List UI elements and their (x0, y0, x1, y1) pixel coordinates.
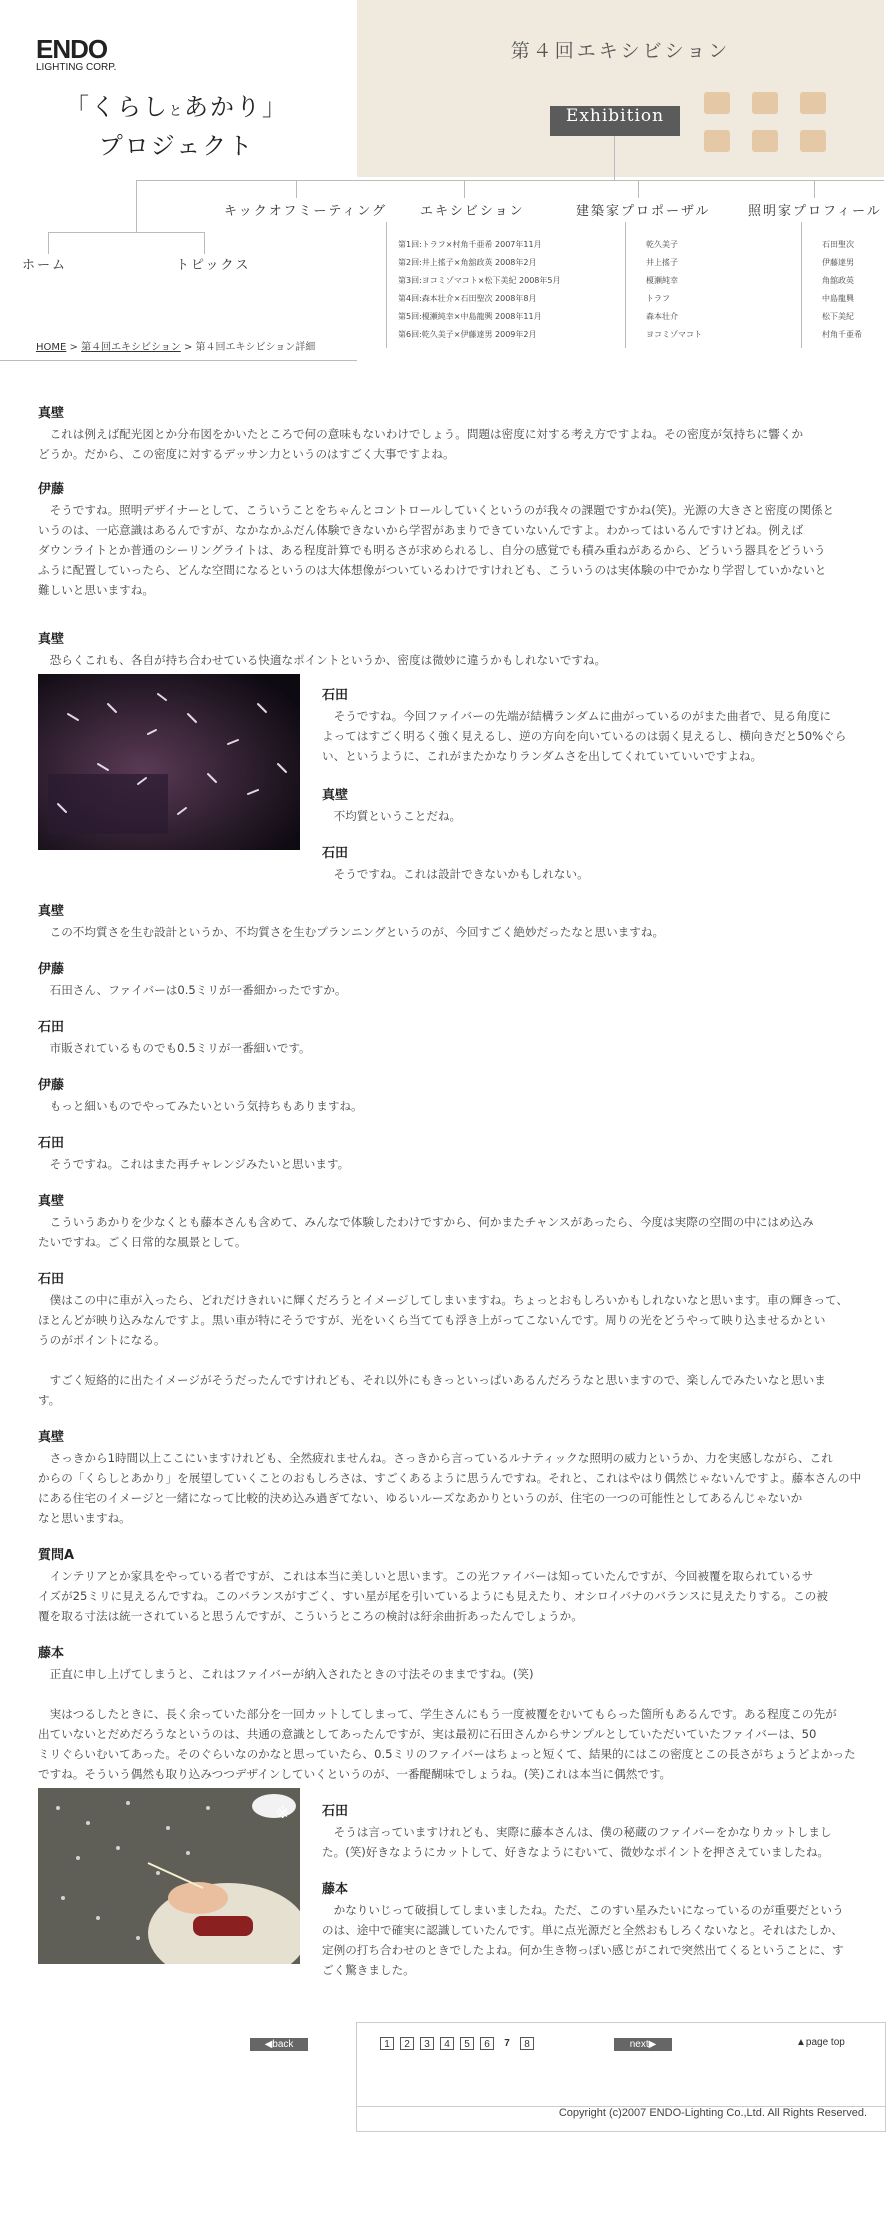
nav-tree-line (136, 232, 204, 233)
current-page-7: 7 (504, 2038, 510, 2049)
speaker-text (38, 1448, 878, 1528)
fiber-cutting-photo (38, 1788, 300, 1964)
text-line: 市販されているものでも0.5ミリが一番細いです。 (38, 1041, 311, 1055)
architect-submenu (646, 236, 702, 344)
text-line: そうですね。今回ファイバーの先端が結構ランダムに曲がっているのがまた曲者で、見る角度に (322, 709, 831, 723)
text-line (38, 1350, 878, 1370)
event-title: 第４回エキシビション (510, 40, 731, 62)
text-line: た。(笑)好きなようにカットして、好きなようにむいて、微妙なポイントを押さえていましたね。 (322, 1845, 830, 1859)
architect-link[interactable]: 井上搖子 (646, 258, 678, 267)
page-link-6[interactable]: 6 (480, 2037, 494, 2050)
breadcrumb-section-link[interactable]: 第４回エキシビション (81, 342, 181, 353)
speaker-name: 真壁 (38, 1430, 65, 1445)
speaker-text (38, 1212, 878, 1252)
dialogue-block (38, 478, 878, 600)
dialogue-block (38, 1268, 878, 1410)
text-line: たいですね。ごく日常的な風景として。 (38, 1235, 247, 1249)
page-link-5[interactable]: 5 (460, 2037, 474, 2050)
nav-tree-line (814, 180, 815, 198)
next-button[interactable]: next▶ (614, 2038, 672, 2051)
designer-link[interactable]: 村角千亜希 (822, 330, 862, 339)
speaker-name: 石田 (322, 1804, 349, 1819)
text-line: 正直に申し上げてしまうと、これはファイバーが納入されたときの寸法そのままですね。(笑) (38, 1667, 534, 1681)
project-title-part3: プロジェクト (98, 132, 255, 160)
decor-square (704, 130, 730, 152)
text-line: 恐らくこれも、各自が持ち合わせている快適なポイントというか、密度は微妙に違うかもしれないですね。 (38, 653, 607, 667)
text-line: そうですね。これはまた再チャレンジみたいと思います。 (38, 1157, 350, 1171)
dialogue-block (38, 1132, 878, 1174)
exhibition-link[interactable]: 第2回:井上搖子×角舘政英 2008年2月 (398, 258, 537, 267)
page-top-link[interactable]: ▲page top (796, 2037, 845, 2048)
text-line: こういうあかりを少なくとも藤本さんも含めて、みんなで体験したわけですから、何かまたチャンスがあったら、今度は実際の空間の中にはめ込み (38, 1215, 814, 1229)
text-line: よってはすごく明るく強く見えるし、逆の方向を向いているのは弱く見えるし、横向きだと50%ぐら (322, 729, 847, 743)
nav-exhibition[interactable]: エキシビション (420, 204, 525, 219)
speaker-text (322, 864, 882, 884)
speaker-text (38, 1154, 878, 1174)
nav-tree-line (464, 180, 465, 198)
text-line: どうか。だから、この密度に対するデッサン力というのはすごく大事ですよね。 (38, 447, 455, 461)
dialogue-block (38, 1190, 878, 1252)
page-link-8[interactable]: 8 (520, 2037, 534, 2050)
copyright: Copyright (c)2007 ENDO-Lighting Co.,Ltd. All Rights Reserved. (356, 2106, 886, 2132)
speaker-text (38, 500, 878, 600)
speaker-name: 伊藤 (38, 482, 65, 497)
text-line: 覆を取る寸法は統一されていると思うんですが、こういうところの検討は紆余曲折あったんでしょうか。 (38, 1609, 583, 1623)
speaker-name: 真壁 (322, 788, 349, 803)
nav-tree-line (638, 180, 639, 198)
project-title-part1: 「くらし (64, 93, 169, 121)
page-link-4[interactable]: 4 (440, 2037, 454, 2050)
dialogue-block (38, 1544, 878, 1626)
architect-link[interactable]: ヨコミゾマコト (646, 330, 702, 339)
designer-link[interactable]: 石田聖次 (822, 240, 854, 249)
text-line: すごく短絡的に出たイメージがそうだったんですけれども、それ以外にもきっといっぱいあるんだろうなと思いますので、楽しんでみたいなと思いま (38, 1373, 826, 1387)
decor-square (752, 92, 778, 114)
designer-submenu (822, 236, 862, 344)
dialogue-block (38, 628, 878, 670)
dialogue-block (322, 842, 882, 884)
text-line: 石田さん、ファイバーは0.5ミリが一番細かったですか。 (38, 983, 347, 997)
speaker-text (38, 980, 878, 1000)
page-link-1[interactable]: 1 (380, 2037, 394, 2050)
text-line: ごく驚きました。 (322, 1963, 415, 1977)
nav-tree-line (801, 222, 802, 348)
nav-home[interactable]: ホーム (22, 258, 68, 273)
nav-tree-line (48, 232, 49, 254)
nav-tree-line (625, 222, 626, 348)
dialogue-block (322, 784, 882, 826)
dialogue-block (38, 1642, 878, 1784)
text-line: い、というように、これがまたかなりランダムさを出してくれていていいですよね。 (322, 749, 763, 763)
text-line: ふうに配置していったら、どんな空間になるというのは大体想像がついているわけですけれども、こういうのは実体験の中でかなり学習していかないと (38, 563, 827, 577)
nav-tree-line (614, 136, 615, 180)
designer-link[interactable]: 伊藤達男 (822, 258, 854, 267)
speaker-text (38, 424, 878, 464)
text-line: からの「くらしとあかり」を展望していくことのおもしろさは、すごくあるように思うんですね。それと、これはやはり偶然じゃないんですよ。藤本さんの中 (38, 1471, 862, 1485)
decor-square (800, 92, 826, 114)
speaker-text (322, 806, 882, 826)
decor-square (800, 130, 826, 152)
text-line: 難しいと思いますね。 (38, 583, 154, 597)
speaker-text (322, 1900, 882, 1980)
text-line: ですね。そういう偶然も取り込みつつデザインしていくというのが、一番醍醐味でしょうね。(笑)これは本当に偶然です。 (38, 1767, 672, 1781)
exhibition-submenu (398, 236, 560, 344)
footer-box (356, 2022, 886, 2106)
text-line: にある住宅のイメージと一緒になって比較的決め込み過ぎてない、ゆるいルーズなあかりというのが、住宅の一つの可能性としてあるんじゃないか (38, 1491, 803, 1505)
dialogue-block (322, 1800, 882, 1862)
text-line: す。 (38, 1393, 61, 1407)
speaker-text (38, 922, 878, 942)
header-divider (0, 360, 357, 361)
text-line: ミリぐらいむいてあった。そのぐらいなのかなと思っていたら、0.5ミリのファイバーはちょっと短くて、結果的にはこの密度とこの長さがちょうどよかった (38, 1747, 856, 1761)
speaker-text (38, 1096, 878, 1116)
text-line: 僕はこの中に車が入ったら、どれだけきれいに輝くだろうとイメージしてしまいますね。ちょっとおもしろいかもしれないなと思います。車の輝きって、 (38, 1293, 849, 1307)
text-line: のは、途中で確実に認識していたんです。単に点光源だと全然おもしろくないなと。それはたしか、 (322, 1923, 843, 1937)
dialogue-block (38, 900, 878, 942)
exhibition-link[interactable]: 第6回:乾久美子×伊藤達男 2009年2月 (398, 330, 537, 339)
speaker-name: 藤本 (322, 1882, 349, 1897)
architect-link[interactable]: トラフ (646, 294, 670, 303)
back-button[interactable]: ◀back (250, 2038, 308, 2051)
page-link-3[interactable]: 3 (420, 2037, 434, 2050)
dialogue-block (322, 684, 882, 766)
speaker-name: 石田 (38, 1020, 65, 1035)
text-line: これは例えば配光図とか分布図をかいたところで何の意味もないわけでしょう。問題は密度に対する考え方ですよね。その密度が気持ちに響くか (38, 427, 804, 441)
designer-link[interactable]: 角舘政英 (822, 276, 854, 285)
speaker-name: 真壁 (38, 632, 65, 647)
breadcrumb (36, 338, 315, 353)
architect-link[interactable]: 森本壮介 (646, 312, 678, 321)
dialogue-block (322, 1878, 882, 1980)
text-line: 不均質ということだね。 (322, 809, 462, 823)
page-link-2[interactable]: 2 (400, 2037, 414, 2050)
dialogue-block (38, 1074, 878, 1116)
exhibition-link[interactable]: 第3回:ヨコミゾマコト×松下美紀 2008年5月 (398, 276, 561, 285)
breadcrumb-home-link[interactable]: HOME (36, 342, 67, 353)
speaker-text (322, 1822, 882, 1862)
exhibition-badge: Exhibition (550, 106, 680, 136)
speaker-name: 真壁 (38, 1194, 65, 1209)
speaker-name: 石田 (38, 1136, 65, 1151)
exhibition-link[interactable]: 第4回:森本壮介×石田聖次 2008年8月 (398, 294, 537, 303)
text-line: そうですね。照明デザイナーとして、こういうことをちゃんとコントロールしていくというのが我々の課題ですかね(笑)。光源の大きさと密度の関係と (38, 503, 835, 517)
speaker-name: 質問A (38, 1548, 75, 1563)
endo-logo[interactable]: ENDO (36, 34, 108, 64)
text-line: なと思いますね。 (38, 1511, 131, 1525)
project-title-part2: あかり」 (184, 93, 288, 121)
nav-topics[interactable]: トピックス (176, 258, 251, 273)
speaker-name: 伊藤 (38, 962, 65, 977)
nav-tree-line (136, 180, 884, 181)
text-line: かなりいじって破損してしまいましたね。ただ、このすい星みたいになっているのが重要だという (322, 1903, 844, 1917)
text-line: そうは言っていますけれども、実際に藤本さんは、僕の秘蔵のファイバーをかなりカットしまし (322, 1825, 832, 1839)
speaker-name: 真壁 (38, 406, 65, 421)
nav-designer-profile[interactable]: 照明家プロフィール (748, 204, 882, 219)
breadcrumb-current: 第４回エキシビション詳細 (195, 342, 316, 353)
text-line: ほとんどが映り込みなんですよ。黒い車が特にそうですが、光をいくら当てても浮き上がってこないんです。周りの光をどうやって映り込ませるかとい (38, 1313, 826, 1327)
nav-kickoff[interactable]: キックオフミーティング (224, 204, 388, 219)
text-line: さっきから1時間以上ここにいますけれども、全然疲れませんね。さっきから言っているルナティックな照明の威力というか、力を実感しながら、これ (38, 1451, 833, 1465)
decor-square (752, 130, 778, 152)
speaker-text (38, 1566, 878, 1626)
project-title-to: と (168, 104, 184, 119)
text-line: 出ていないとだめだろうなというのは、共通の意識としてあったんですが、実は最初に石田さんからサンプルとしていただいていたファイバーは、50 (38, 1727, 817, 1741)
breadcrumb-separator: > (180, 342, 196, 353)
nav-architect-proposal[interactable]: 建築家プロポーザル (576, 204, 711, 219)
exhibition-link[interactable]: 第5回:榎瀬純幸×中島龍興 2008年11月 (398, 312, 542, 321)
svg-text:※: ※ (276, 1803, 290, 1822)
text-line: もっと細いものでやってみたいという気持ちもありますね。 (38, 1099, 363, 1113)
designer-link[interactable]: 松下美紀 (822, 312, 854, 321)
nav-tree-line (204, 232, 205, 254)
nav-tree-line (136, 180, 137, 232)
architect-link[interactable]: 乾久美子 (646, 240, 678, 249)
speaker-name: 真壁 (38, 904, 65, 919)
text-line: イズが25ミリに見えるんですね。このバランスがすごく、すい星が尾を引いているようにも見えたり、オシロイバナのバランスに見えたりする。この被 (38, 1589, 828, 1603)
exhibition-link[interactable]: 第1回:トラフ×村角千亜希 2007年11月 (398, 240, 542, 249)
speaker-name: 石田 (38, 1272, 65, 1287)
speaker-text (322, 706, 882, 766)
fiber-installation-photo (38, 674, 300, 850)
speaker-name: 藤本 (38, 1646, 65, 1661)
dialogue-block (38, 1426, 878, 1528)
fiber-installation-image (38, 674, 300, 850)
speaker-text (38, 1664, 878, 1784)
nav-tree-line (296, 180, 297, 198)
text-line: いうのは、一応意識はあるんですが、なかなかふだん体験できないから学習があまりできていないんですよ。わかってはいるんですけどね。例えば (38, 523, 804, 537)
nav-tree-line (48, 232, 136, 233)
breadcrumb-separator: > (66, 342, 82, 353)
endo-logo-subtitle: LIGHTING CORP. (36, 62, 117, 73)
speaker-text (38, 650, 878, 670)
fiber-cutting-image (38, 1788, 300, 1964)
text-line: この不均質さを生む設計というか、不均質さを生むプランニングというのが、今回すごく絶妙だったなと思いますね。 (38, 925, 665, 939)
dialogue-block (38, 958, 878, 1000)
speaker-name: 伊藤 (38, 1078, 65, 1093)
text-line: 実はつるしたときに、長く余っていた部分を一回カットしてしまって、学生さんにもう一度被覆をむいてもらった箇所もあるんです。ある程度この先が (38, 1707, 837, 1721)
text-line: そうですね。これは設計できないかもしれない。 (322, 867, 589, 881)
text-line: ダウンライトとか普通のシーリングライトは、ある程度計算でも明るさが求められるし、自分の感覚でも積み重ねがあるから、どういう器具をどういう (38, 543, 826, 557)
dialogue-block (38, 1016, 878, 1058)
speaker-name: 石田 (322, 846, 349, 861)
text-line: インテリアとか家具をやっている者ですが、これは本当に美しいと思います。この光ファイバーは知っていたんですが、今回被覆を取られているサ (38, 1569, 814, 1583)
designer-link[interactable]: 中島龍興 (822, 294, 854, 303)
text-line (38, 1684, 878, 1704)
architect-link[interactable]: 榎瀬純幸 (646, 276, 678, 285)
speaker-text (38, 1290, 878, 1410)
speaker-name: 石田 (322, 688, 349, 703)
text-line: 定例の打ち合わせのときでしたよね。何か生き物っぽい感じがこれで突然出てくるということに、す (322, 1943, 844, 1957)
dialogue-block (38, 402, 878, 464)
project-title[interactable] (44, 90, 309, 163)
speaker-text (38, 1038, 878, 1058)
nav-tree-line (386, 222, 387, 348)
decor-square (704, 92, 730, 114)
text-line: うのがポイントになる。 (38, 1333, 166, 1347)
